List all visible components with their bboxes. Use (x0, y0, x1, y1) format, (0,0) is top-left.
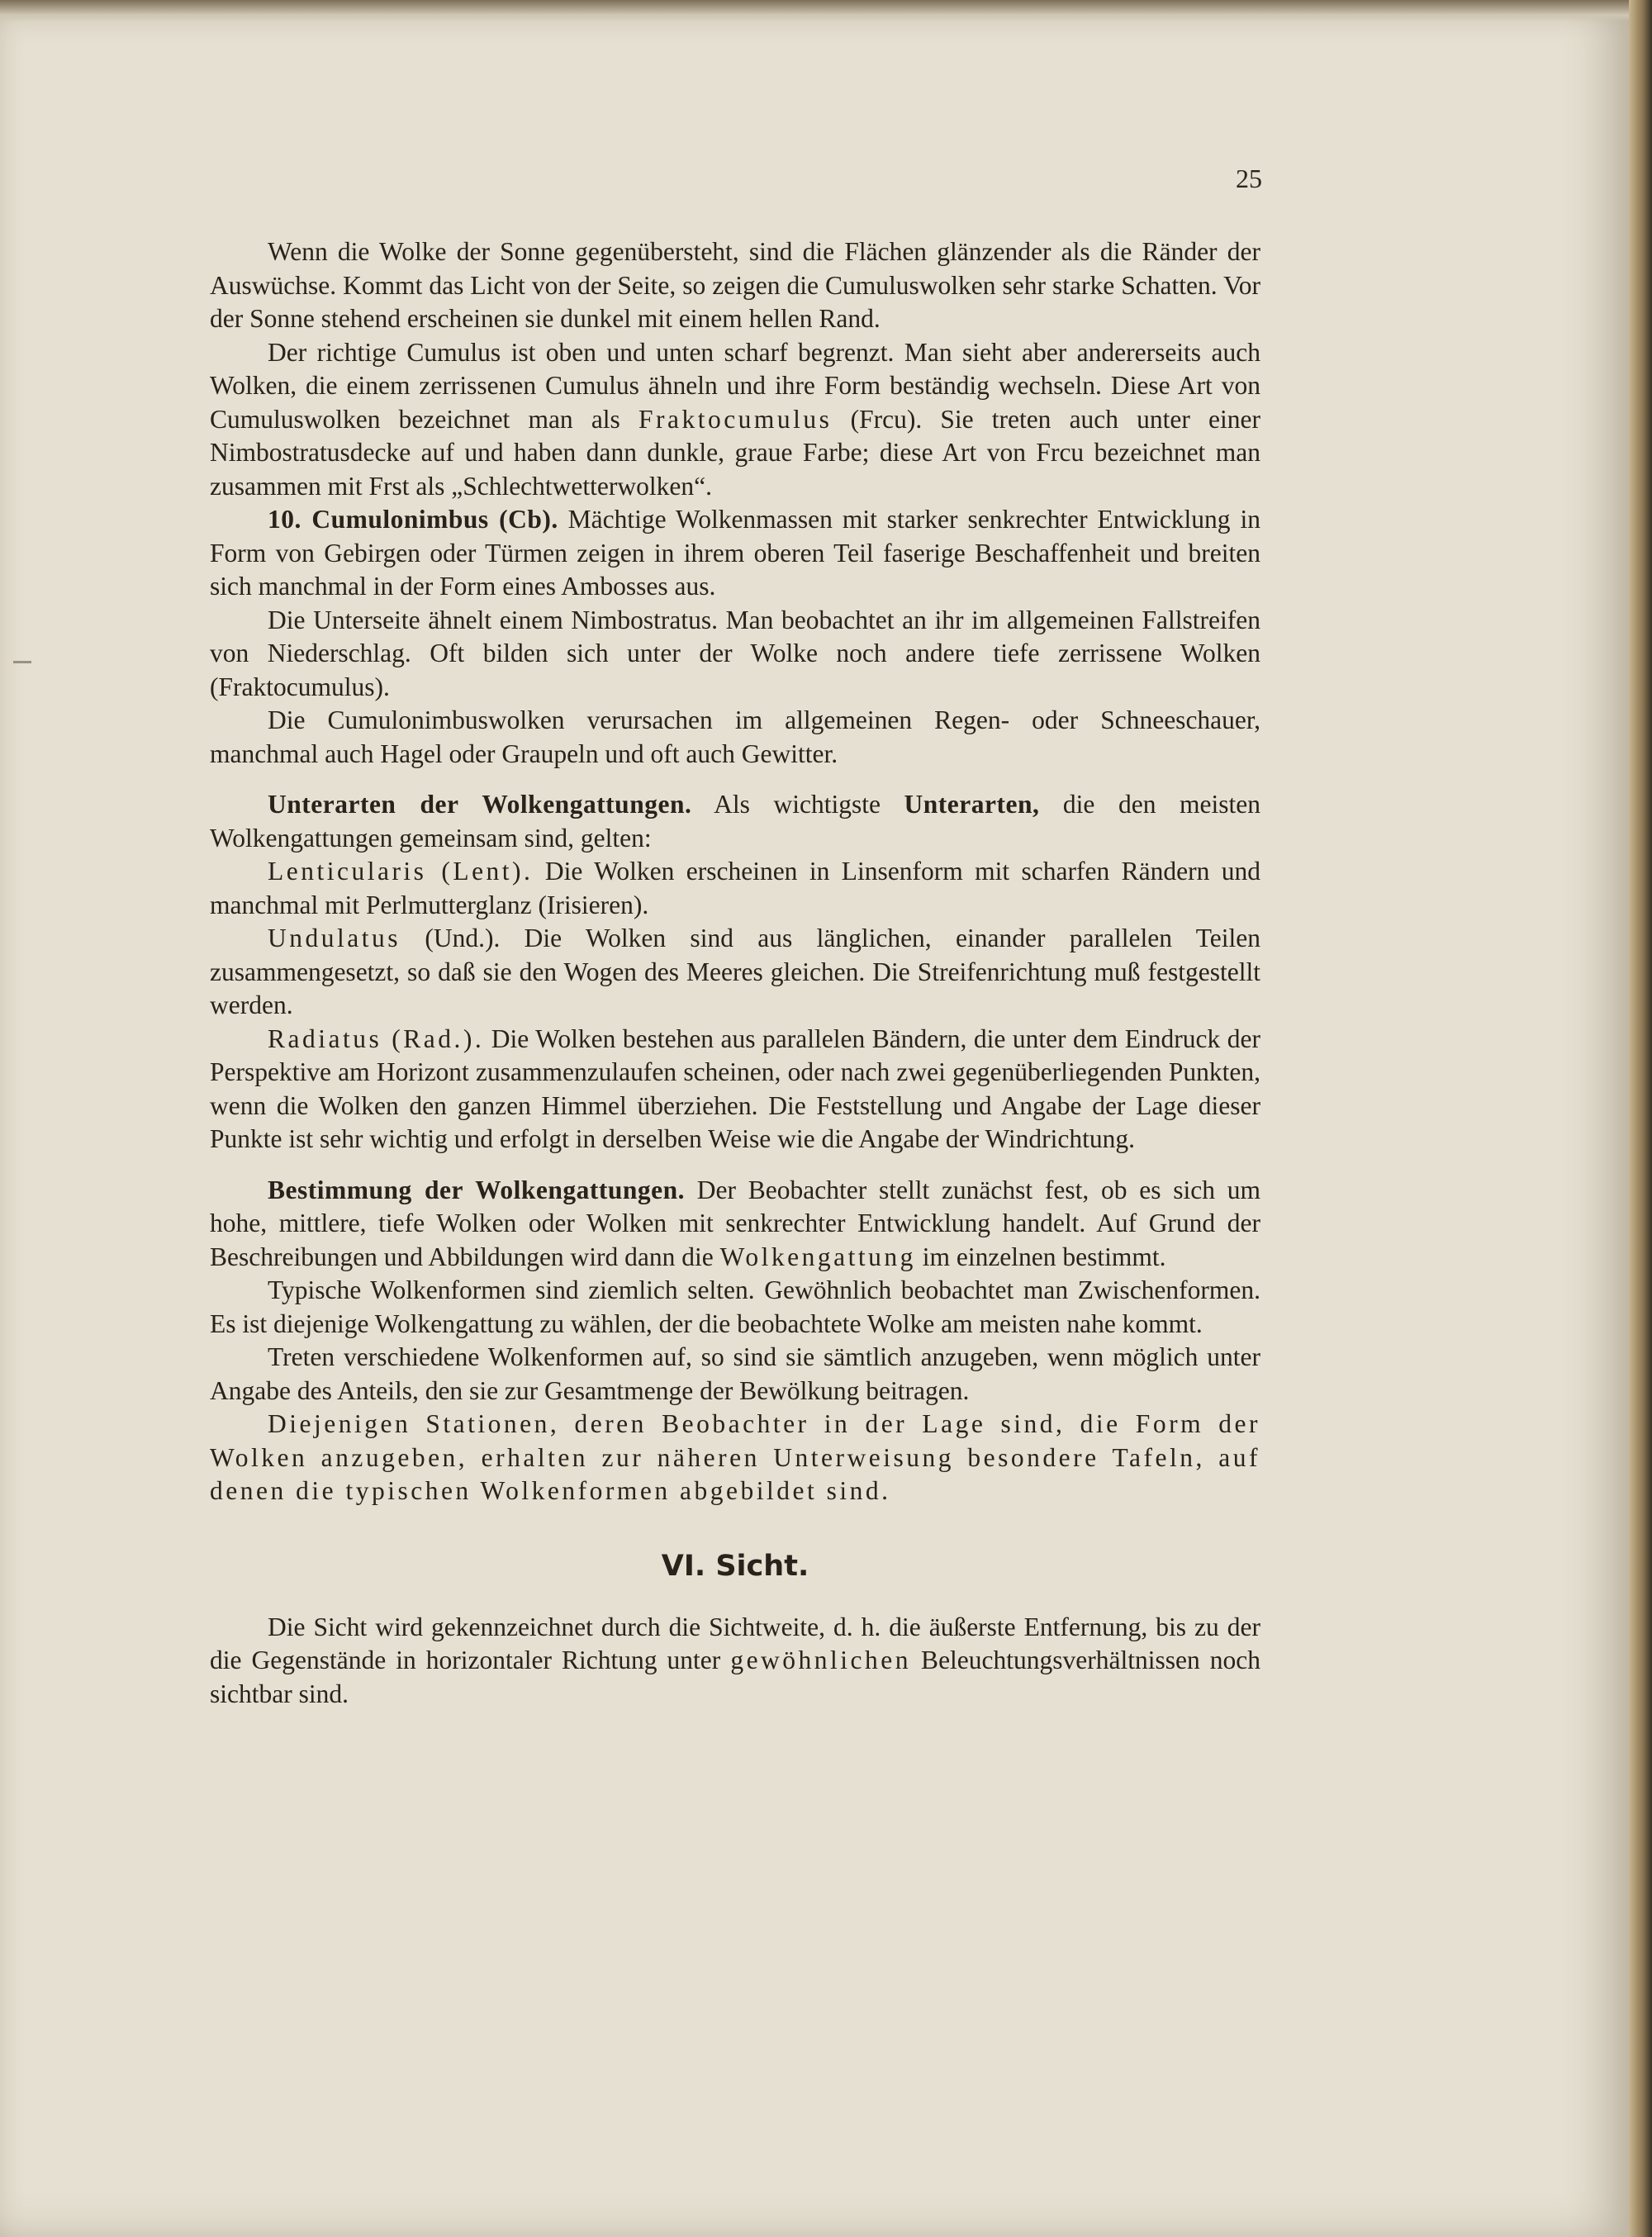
heading-cumulonimbus: 10. Cumulonimbus (Cb). (268, 505, 558, 534)
paragraph-cumulonimbus (210, 503, 1260, 604)
paragraph-bestimmung (210, 1174, 1260, 1275)
term-fraktocumulus: Fraktocumulus (638, 404, 833, 434)
paragraph-stationen: Diejenigen Stationen, deren Beobachter in der Lage sind, die Form der Wolken anzugeben, erhalten zur näheren Unterweisung besondere Tafeln, auf denen die typischen Wolkenformen abgebildet sind. (210, 1409, 1260, 1505)
text-run: (Und.). Die Wolken sind aus länglichen, einander parallelen Teilen zusammengesetzt, so daß sie den Wogen des Meeres gleichen. Die Streifenrichtung muß festgestellt werden. (210, 924, 1260, 1019)
heading-bestimmung: Bestimmung der Wolkengattungen. (268, 1175, 686, 1204)
term-lenticularis: Lenticularis (Lent). (268, 857, 534, 886)
text-run: Der Beobachter stellt zunächst fest, ob es sich um hohe, mittlere, tiefe Wolken oder Wolken mit senkrechter Entwicklung handelt. Auf Grund der Beschreibungen und Abbildungen wird dann die (210, 1175, 1261, 1271)
paragraph-cumulus-fraktocumulus (210, 336, 1260, 504)
paragraph-unterarten (210, 788, 1260, 855)
text-run: Mächtige Wolkenmassen mit starker senkrechter Entwicklung in Form von Gebirgen oder Türmen zeigen in ihrem oberen Teil faserige Beschaffenheit und breiten sich manchmal in der Form eines Ambosses aus. (210, 505, 1260, 601)
paragraph-verschiedene-formen: Treten verschiedene Wolkenformen auf, so sind sie sämtlich anzugeben, wenn möglich unter Angabe des Anteils, den sie zur Gesamtmenge der Bewölkung beitragen. (210, 1342, 1260, 1405)
term-wolkengattung: Wolkengattung (719, 1242, 916, 1271)
margin-mark (13, 661, 31, 663)
paragraph-typische-formen: Typische Wolkenformen sind ziemlich selten. Gewöhnlich beobachtet man Zwischenformen. Es ist diejenige Wolkengattung zu wählen, der die beobachtete Wolke am meisten nahe kommt. (210, 1275, 1260, 1338)
paragraph-cb-underside: Die Unterseite ähnelt einem Nimbostratus. Man beobachtet an ihr im allgemeinen Fallstreifen von Niederschlag. Oft bilden sich unter der Wolke noch andere tiefe zerrissene Wolken (Fraktocumulus). (210, 605, 1260, 701)
text-run: Die Wolken erscheinen in Linsenform mit scharfen Rändern und manchmal mit Perlmutterglanz (Irisieren). (210, 857, 1260, 919)
text-run: (Frcu). Sie treten auch unter einer Nimbostratusdecke auf und haben dann dunkle, graue Farbe; diese Art von Frcu bezeichnet man zusammen mit Frst als „Schlechtwetterwolken“. (210, 404, 1260, 501)
paragraph-sicht (210, 1611, 1260, 1712)
paragraph-radiatus (210, 1023, 1260, 1156)
paragraph-sun-position: Wenn die Wolke der Sonne gegenübersteht, sind die Flächen glänzender als die Ränder der Auswüchse. Kommt das Licht von der Seite, so zeigen die Cumuluswolken sehr starke Schatten. Vor der Sonne stehend erscheinen sie dunkel mit einem hellen Rand. (210, 237, 1260, 333)
page-number: 25 (1236, 164, 1262, 193)
text-run: Die Sicht wird gekennzeichnet durch die Sichtweite, d. h. die äußerste Entfernung, bis zu der die Gegenstände in horizontaler Richtung unter (210, 1612, 1260, 1674)
term-undulatus: Undulatus (268, 924, 401, 952)
text-run: im einzelnen bestimmt. (915, 1242, 1166, 1271)
heading-unterarten: Unterarten der Wolkengattungen. (268, 790, 692, 819)
paragraph-lenticularis (210, 855, 1260, 922)
term-gewoehnlichen: gewöhnlichen (730, 1646, 912, 1674)
text-run: Der richtige Cumulus ist oben und unten scharf begrenzt. Man sieht aber andererseits auch Wolken, die einem zerrissenen Cumulus ähneln und ihre Form beständig wechseln. Diese Art von Cumuluswolken bezeichnet man als (210, 337, 1260, 434)
page-edge (1629, 0, 1652, 2237)
paragraph-undulatus (210, 922, 1260, 1023)
text-run: Die Wolken bestehen aus parallelen Bändern, die unter dem Eindruck der Perspektive am Horizont zusammenzulaufen scheinen, oder nach zwei gegenüberliegenden Punkten, wenn die Wolken den ganzen Himmel überziehen. Die Feststellung und Angabe der Lage dieser Punkte ist sehr wichtig und erfolgt in derselben Weise wie die Angabe der Windrichtung. (210, 1024, 1260, 1153)
paragraph-cb-weather: Die Cumulonimbuswolken verursachen im allgemeinen Regen- oder Schneeschauer, manchmal auch Hagel oder Graupeln und oft auch Gewitter. (210, 705, 1260, 768)
text-run: Als wichtigste (691, 790, 904, 819)
term-radiatus: Radiatus (Rad.). (268, 1024, 485, 1053)
bold-unterarten: Unterarten, (904, 790, 1040, 819)
body-text (210, 235, 1260, 1711)
page-top-edge (0, 0, 1629, 21)
text-run: Beleuchtungsverhältnissen noch sichtbar sind. (210, 1646, 1260, 1708)
section-heading-sicht: VI. Sicht. (661, 1549, 809, 1583)
text-run: die den meisten Wolkengattungen gemeinsam sind, gelten: (210, 790, 1260, 853)
